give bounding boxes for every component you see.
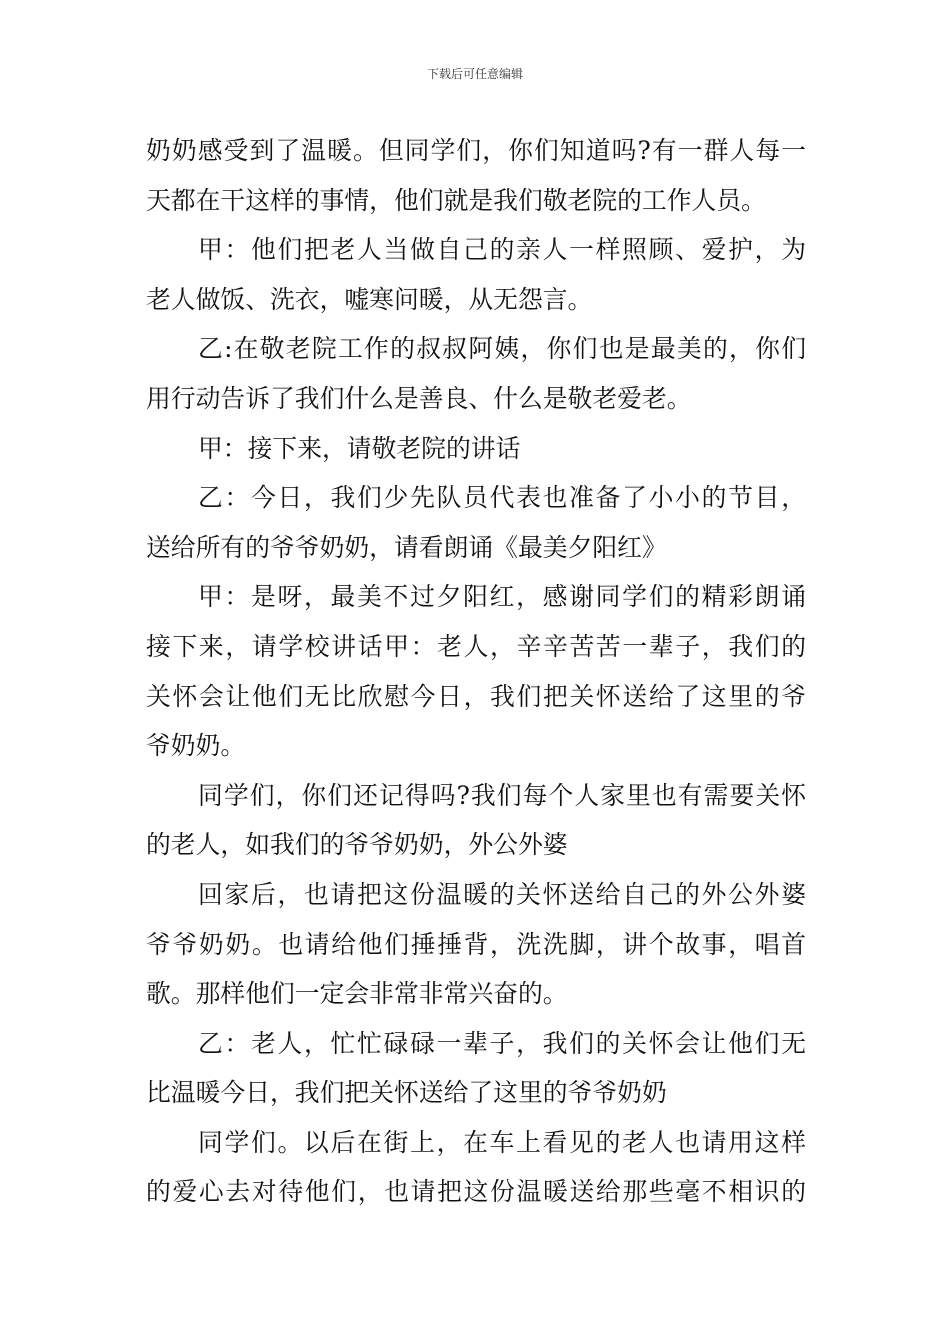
text-line: 同学们。以后在街上，在车上看见的老人也请用这样 [198, 1127, 806, 1157]
text-line: 爷奶奶。 [146, 731, 246, 761]
text-line: 甲：他们把老人当做自己的亲人一样照顾、爱护，为 [198, 235, 806, 265]
text-line: 同学们，你们还记得吗?我们每个人家里也有需要关怀 [198, 780, 806, 810]
text-line: 的爱心去对待他们，也请把这份温暖送给那些毫不相识的 [146, 1177, 806, 1207]
text-line: 天都在干这样的事情，他们就是我们敬老院的工作人员。 [146, 185, 766, 215]
document-body [146, 126, 806, 1217]
text-line: 用行动告诉了我们什么是善良、什么是敬老爱老。 [146, 383, 692, 413]
text-line: 乙：今日，我们少先队员代表也准备了小小的节目， [198, 483, 806, 513]
text-line: 乙：老人，忙忙碌碌一辈子，我们的关怀会让他们无 [198, 1028, 806, 1058]
text-line: 甲：是呀，最美不过夕阳红，感谢同学们的精彩朗诵 [198, 582, 806, 612]
text-line: 乙:在敬老院工作的叔叔阿姨，你们也是最美的，你们 [198, 334, 806, 364]
text-line: 奶奶感受到了温暖。但同学们，你们知道吗?有一群人每一 [146, 136, 806, 165]
text-line: 老人做饭、洗衣，嘘寒问暖，从无怨言。 [146, 284, 593, 314]
text-line: 的老人，如我们的爷爷奶奶，外公外婆 [146, 830, 568, 860]
text-line: 接下来，请学校讲话甲：老人，辛辛苦苦一辈子，我们的 [146, 631, 806, 661]
text-line: 歌。那样他们一定会非常非常兴奋的。 [146, 979, 568, 1009]
text-line: 甲：接下来，请敬老院的讲话 [198, 433, 521, 463]
text-line: 送给所有的爷爷奶奶，请看朗诵《最美夕阳红》 [146, 532, 667, 562]
text-line: 关怀会让他们无比欣慰今日，我们把关怀送给了这里的爷 [146, 681, 806, 711]
text-line: 爷爷奶奶。也请给他们捶捶背，洗洗脚，讲个故事，唱首 [146, 929, 806, 959]
page-header: 下载后可任意编辑 [426, 67, 523, 81]
text-line: 回家后，也请把这份温暖的关怀送给自己的外公外婆 [198, 879, 806, 909]
text-line: 比温暖今日，我们把关怀送给了这里的爷爷奶奶 [146, 1078, 667, 1108]
